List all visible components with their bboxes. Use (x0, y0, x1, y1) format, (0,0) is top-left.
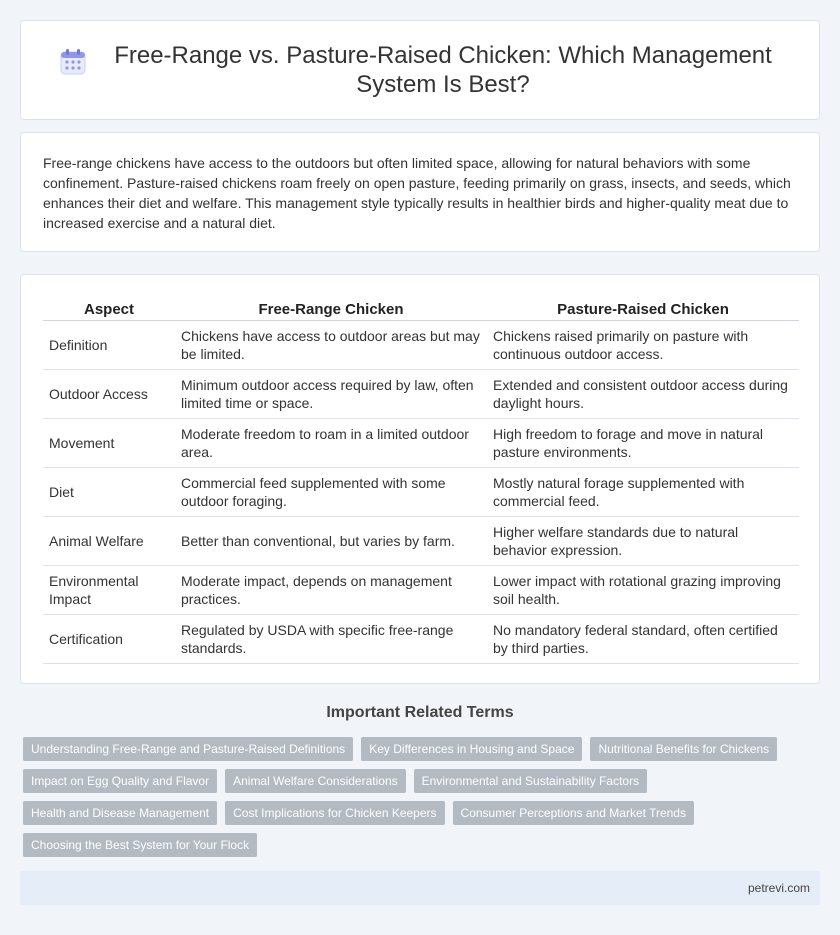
intro-card (20, 132, 820, 252)
pasture-raised-cell: Mostly natural forage supplemented with commercial feed. (487, 468, 799, 517)
aspect-cell: Definition (43, 321, 175, 370)
related-term-tag[interactable]: Key Differences in Housing and Space (361, 737, 582, 761)
table-row (43, 468, 799, 517)
free-range-cell: Better than conventional, but varies by farm. (175, 517, 487, 566)
comparison-table (43, 295, 799, 664)
header-free-range: Free-Range Chicken (175, 295, 487, 321)
aspect-cell: Environmental Impact (43, 566, 175, 615)
aspect-cell: Certification (43, 615, 175, 664)
page-title: Free-Range vs. Pasture-Raised Chicken: Which Management System Is Best? (114, 42, 772, 98)
free-range-cell: Minimum outdoor access required by law, often limited time or space. (175, 370, 487, 419)
related-term-tag[interactable]: Impact on Egg Quality and Flavor (23, 769, 217, 793)
pasture-raised-cell: Lower impact with rotational grazing improving soil health. (487, 566, 799, 615)
free-range-cell: Commercial feed supplemented with some outdoor foraging. (175, 468, 487, 517)
pasture-raised-cell: Higher welfare standards due to natural behavior expression. (487, 517, 799, 566)
table-row (43, 321, 799, 370)
header-pasture-raised: Pasture-Raised Chicken (487, 295, 799, 321)
related-term-tag[interactable]: Cost Implications for Chicken Keepers (225, 801, 444, 825)
free-range-cell: Moderate impact, depends on management practices. (175, 566, 487, 615)
related-term-tag[interactable]: Health and Disease Management (23, 801, 217, 825)
related-term-tag[interactable]: Nutritional Benefits for Chickens (590, 737, 777, 761)
table-row (43, 566, 799, 615)
pasture-raised-cell: Chickens raised primarily on pasture with continuous outdoor access. (487, 321, 799, 370)
free-range-cell: Regulated by USDA with specific free-range standards. (175, 615, 487, 664)
aspect-cell: Diet (43, 468, 175, 517)
comparison-card (20, 274, 820, 684)
related-term-tag[interactable]: Environmental and Sustainability Factors (414, 769, 647, 793)
intro-paragraph: Free-range chickens have access to the outdoors but often limited space, allowing for natural behaviors with some confinement. Pasture-raised chickens roam freely on open pasture, feeding primarily on grass, insects, and seeds, which enhances their diet and welfare. This management style typically results in healthier birds and higher-quality meat due to increased exercise and a natural diet. (43, 155, 791, 231)
pasture-raised-cell: Extended and consistent outdoor access during daylight hours. (487, 370, 799, 419)
header-card (20, 20, 820, 120)
related-term-tag[interactable]: Consumer Perceptions and Market Trends (453, 801, 694, 825)
aspect-cell: Outdoor Access (43, 370, 175, 419)
table-row (43, 517, 799, 566)
table-row (43, 615, 799, 664)
free-range-cell: Moderate freedom to roam in a limited outdoor area. (175, 419, 487, 468)
related-term-tag[interactable]: Understanding Free-Range and Pasture-Raised Definitions (23, 737, 353, 761)
related-term-tag[interactable]: Choosing the Best System for Your Flock (23, 833, 257, 857)
aspect-cell: Animal Welfare (43, 517, 175, 566)
pasture-raised-cell: No mandatory federal standard, often certified by third parties. (487, 615, 799, 664)
header-aspect: Aspect (43, 295, 175, 321)
pasture-raised-cell: High freedom to forage and move in natural pasture environments. (487, 419, 799, 468)
calendar-grid-icon (60, 49, 86, 75)
footer-site-link[interactable]: petrevi.com (747, 881, 810, 895)
title-wrap (60, 41, 780, 99)
footer (20, 871, 820, 905)
aspect-cell: Movement (43, 419, 175, 468)
related-terms-tags (23, 737, 803, 865)
table-header-row (43, 295, 799, 321)
related-terms-heading: Important Related Terms (326, 704, 514, 721)
table-row (43, 370, 799, 419)
table-row (43, 419, 799, 468)
related-term-tag[interactable]: Animal Welfare Considerations (225, 769, 406, 793)
free-range-cell: Chickens have access to outdoor areas but may be limited. (175, 321, 487, 370)
